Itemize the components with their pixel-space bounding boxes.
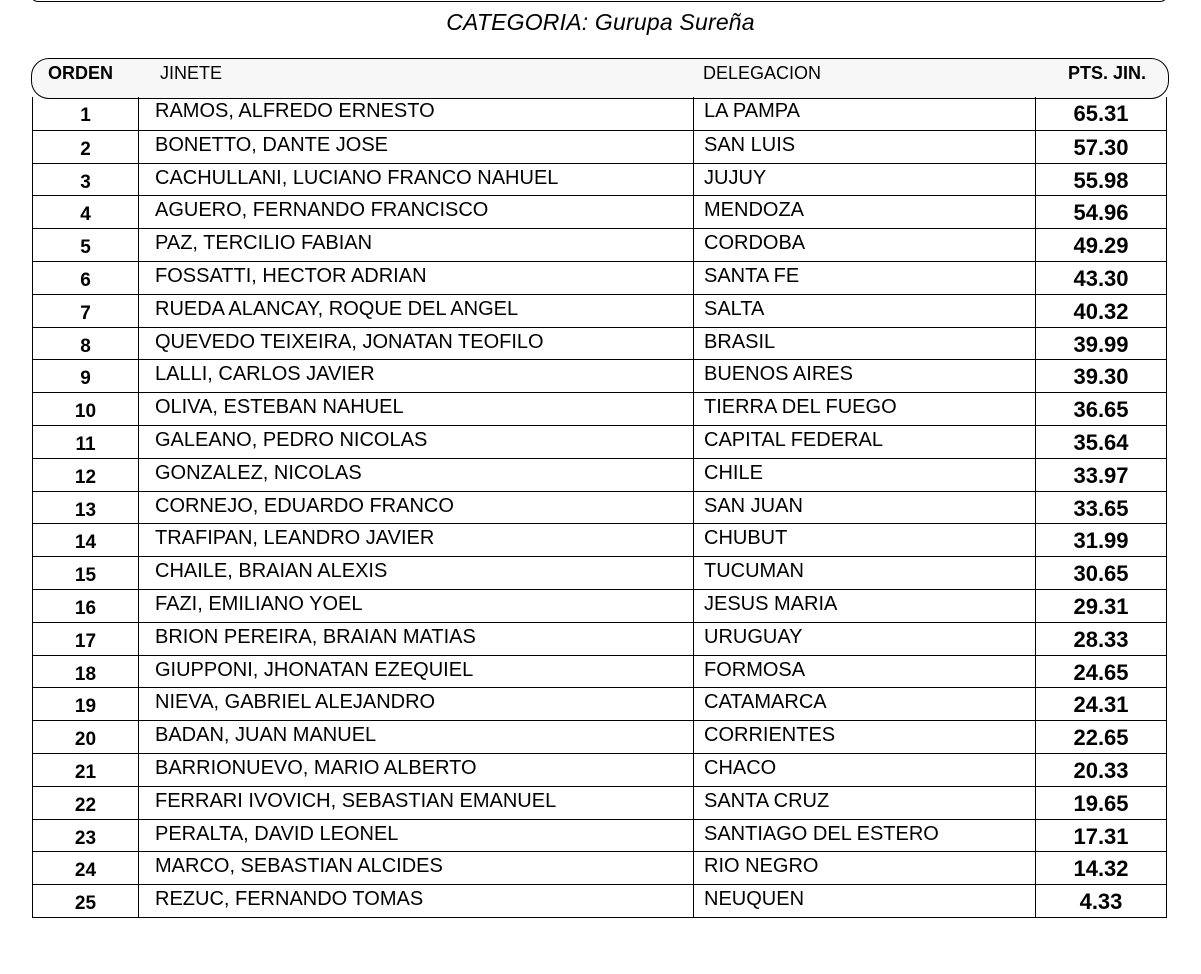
table-row	[33, 687, 1166, 720]
cell-orden: 3	[33, 164, 139, 196]
cell-jinete: AGUERO, FERNANDO FRANCISCO	[139, 196, 694, 228]
table-row	[33, 130, 1166, 163]
cell-delegacion: CORDOBA	[694, 229, 1036, 261]
top-frame-border	[30, 0, 1168, 2]
cell-delegacion: CATAMARCA	[694, 688, 1036, 720]
cell-orden: 17	[33, 623, 139, 655]
category-title: CATEGORIA: Gurupa Sureña	[446, 9, 755, 35]
cell-delegacion: BRASIL	[694, 328, 1036, 360]
cell-pts: 55.98	[1073, 167, 1129, 193]
cell-pts: 30.65	[1073, 561, 1129, 587]
cell-delegacion: TUCUMAN	[694, 557, 1036, 589]
table-row	[33, 392, 1166, 425]
cell-orden: 16	[33, 590, 139, 622]
cell-pts: 39.30	[1073, 364, 1129, 390]
table-row	[33, 556, 1166, 589]
cell-pts: 43.30	[1073, 265, 1129, 291]
cell-pts: 4.33	[1079, 889, 1123, 915]
cell-pts: 22.65	[1073, 725, 1129, 751]
cell-jinete: FERRARI IVOVICH, SEBASTIAN EMANUEL	[139, 787, 694, 819]
cell-pts: 35.64	[1073, 429, 1129, 455]
cell-delegacion: BUENOS AIRES	[694, 360, 1036, 392]
cell-delegacion: NEUQUEN	[694, 885, 1036, 917]
cell-delegacion: FORMOSA	[694, 656, 1036, 688]
cell-delegacion: JESUS MARIA	[694, 590, 1036, 622]
cell-delegacion: SAN JUAN	[694, 492, 1036, 524]
cell-delegacion: SAN LUIS	[694, 131, 1036, 163]
cell-orden: 19	[33, 688, 139, 720]
cell-pts: 33.65	[1073, 495, 1129, 521]
cell-orden: 8	[33, 328, 139, 360]
cell-pts: 49.29	[1073, 233, 1129, 259]
table-row	[33, 622, 1166, 655]
cell-jinete: GIUPPONI, JHONATAN EZEQUIEL	[139, 656, 694, 688]
cell-pts: 39.99	[1073, 331, 1129, 357]
cell-delegacion: CORRIENTES	[694, 721, 1036, 753]
cell-jinete: FAZI, EMILIANO YOEL	[139, 590, 694, 622]
table-row	[33, 655, 1166, 688]
table-header	[31, 58, 1169, 99]
cell-orden: 24	[33, 852, 139, 884]
cell-delegacion: SANTIAGO DEL ESTERO	[694, 820, 1036, 852]
cell-orden: 6	[33, 262, 139, 294]
cell-orden: 2	[33, 131, 139, 163]
table-row	[33, 327, 1166, 360]
cell-orden: 7	[33, 295, 139, 327]
cell-pts: 33.97	[1073, 462, 1129, 488]
table-row	[33, 753, 1166, 786]
cell-pts: 19.65	[1073, 790, 1129, 816]
cell-jinete: BARRIONUEVO, MARIO ALBERTO	[139, 754, 694, 786]
results-table	[32, 97, 1167, 918]
table-row	[33, 97, 1166, 130]
cell-jinete: RUEDA ALANCAY, ROQUE DEL ANGEL	[139, 295, 694, 327]
cell-jinete: BRION PEREIRA, BRAIAN MATIAS	[139, 623, 694, 655]
cell-jinete: CACHULLANI, LUCIANO FRANCO NAHUEL	[139, 164, 694, 196]
cell-orden: 21	[33, 754, 139, 786]
cell-pts: 65.31	[1073, 101, 1129, 126]
table-row	[33, 786, 1166, 819]
cell-delegacion: CHUBUT	[694, 524, 1036, 556]
cell-orden: 5	[33, 229, 139, 261]
cell-orden: 20	[33, 721, 139, 753]
cell-pts: 29.31	[1073, 593, 1129, 619]
cell-jinete: CHAILE, BRAIAN ALEXIS	[139, 557, 694, 589]
table-row	[33, 491, 1166, 524]
cell-jinete: FOSSATTI, HECTOR ADRIAN	[139, 262, 694, 294]
cell-pts: 40.32	[1073, 298, 1129, 324]
cell-jinete: LALLI, CARLOS JAVIER	[139, 360, 694, 392]
cell-jinete: PAZ, TERCILIO FABIAN	[139, 229, 694, 261]
table-row	[33, 163, 1166, 196]
table-row	[33, 228, 1166, 261]
cell-delegacion: CHACO	[694, 754, 1036, 786]
cell-pts: 24.65	[1073, 659, 1129, 685]
cell-delegacion: SANTA FE	[694, 262, 1036, 294]
cell-pts: 24.31	[1073, 692, 1129, 718]
cell-delegacion: SALTA	[694, 295, 1036, 327]
cell-pts: 54.96	[1073, 200, 1129, 226]
cell-delegacion: CAPITAL FEDERAL	[694, 426, 1036, 458]
cell-pts: 28.33	[1073, 626, 1129, 652]
cell-delegacion: RIO NEGRO	[694, 852, 1036, 884]
header-orden: ORDEN	[48, 63, 114, 83]
cell-delegacion: URUGUAY	[694, 623, 1036, 655]
cell-orden: 10	[33, 393, 139, 425]
cell-orden: 18	[33, 656, 139, 688]
table-row	[33, 589, 1166, 622]
table-row	[33, 294, 1166, 327]
cell-pts: 14.32	[1073, 856, 1129, 882]
table-row	[33, 851, 1166, 884]
table-row	[33, 884, 1166, 917]
cell-jinete: TRAFIPAN, LEANDRO JAVIER	[139, 524, 694, 556]
table-row	[33, 261, 1166, 294]
cell-jinete: QUEVEDO TEIXEIRA, JONATAN TEOFILO	[139, 328, 694, 360]
cell-orden: 11	[33, 426, 139, 458]
cell-orden: 13	[33, 492, 139, 524]
cell-orden: 23	[33, 820, 139, 852]
cell-jinete: RAMOS, ALFREDO ERNESTO	[139, 97, 694, 130]
table-row	[33, 720, 1166, 753]
table-row	[33, 195, 1166, 228]
cell-orden: 15	[33, 557, 139, 589]
cell-jinete: BADAN, JUAN MANUEL	[139, 721, 694, 753]
table-row	[33, 523, 1166, 556]
cell-pts: 57.30	[1073, 134, 1129, 160]
cell-delegacion: SANTA CRUZ	[694, 787, 1036, 819]
cell-orden: 22	[33, 787, 139, 819]
cell-orden: 1	[33, 97, 139, 130]
header-jinete: JINETE	[160, 63, 223, 83]
cell-jinete: GONZALEZ, NICOLAS	[139, 459, 694, 491]
table-row	[33, 819, 1166, 852]
cell-delegacion: LA PAMPA	[694, 97, 1036, 130]
cell-orden: 25	[33, 885, 139, 917]
cell-orden: 9	[33, 360, 139, 392]
table-row	[33, 425, 1166, 458]
header-delegacion: DELEGACION	[703, 63, 822, 83]
cell-delegacion: CHILE	[694, 459, 1036, 491]
cell-pts: 20.33	[1073, 757, 1129, 783]
cell-delegacion: MENDOZA	[694, 196, 1036, 228]
cell-jinete: MARCO, SEBASTIAN ALCIDES	[139, 852, 694, 884]
cell-jinete: REZUC, FERNANDO TOMAS	[139, 885, 694, 917]
cell-orden: 14	[33, 524, 139, 556]
cell-pts: 17.31	[1073, 823, 1129, 849]
cell-jinete: NIEVA, GABRIEL ALEJANDRO	[139, 688, 694, 720]
cell-orden: 4	[33, 196, 139, 228]
cell-jinete: PERALTA, DAVID LEONEL	[139, 820, 694, 852]
table-row	[33, 359, 1166, 392]
cell-jinete: GALEANO, PEDRO NICOLAS	[139, 426, 694, 458]
header-pts: PTS. JIN.	[1067, 63, 1146, 83]
cell-orden: 12	[33, 459, 139, 491]
cell-jinete: CORNEJO, EDUARDO FRANCO	[139, 492, 694, 524]
cell-delegacion: TIERRA DEL FUEGO	[694, 393, 1036, 425]
cell-pts: 31.99	[1073, 528, 1129, 554]
cell-jinete: OLIVA, ESTEBAN NAHUEL	[139, 393, 694, 425]
cell-delegacion: JUJUY	[694, 164, 1036, 196]
cell-pts: 36.65	[1073, 397, 1129, 423]
table-row	[33, 458, 1166, 491]
cell-jinete: BONETTO, DANTE JOSE	[139, 131, 694, 163]
